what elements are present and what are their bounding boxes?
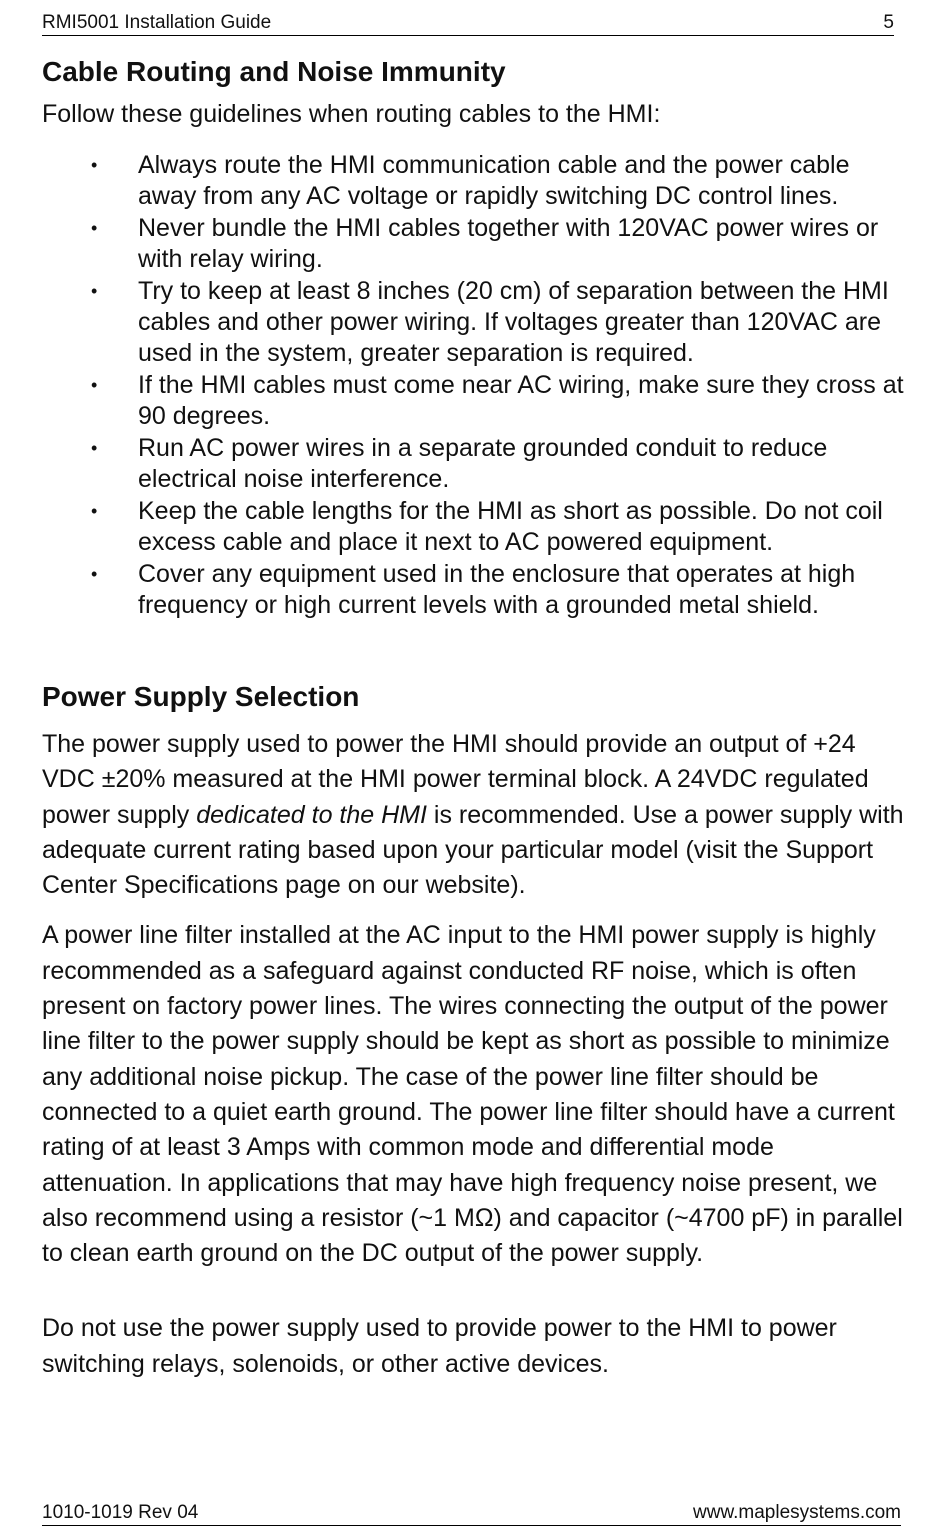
bullet-icon: • xyxy=(91,155,98,175)
bullet-icon: • xyxy=(91,218,98,238)
bullet-icon: • xyxy=(91,564,98,584)
cable-routing-section xyxy=(42,52,907,622)
bullet-icon: • xyxy=(91,281,98,301)
list-item-text: Always route the HMI communication cable and the power cable away from any AC voltage or rapidly switching DC control lines. xyxy=(138,151,850,210)
list-item-text: Run AC power wires in a separate grounded conduit to reduce electrical noise interference. xyxy=(138,434,828,493)
guideline-list xyxy=(42,150,907,621)
list-item xyxy=(42,276,907,369)
page-header xyxy=(42,10,894,36)
list-item-text: Keep the cable lengths for the HMI as short as possible. Do not coil excess cable and place it next to AC powered equipment. xyxy=(138,497,883,556)
document-title: RMI5001 Installation Guide xyxy=(42,12,272,33)
list-item xyxy=(42,433,907,495)
paragraph-power-warning: Do not use the power supply used to provide power to the HMI to power switching relays, solenoids, or other active devices. xyxy=(42,1314,837,1378)
paragraph-power-line-filter: A power line filter installed at the AC input to the HMI power supply is highly recommended as a safeguard against conducted RF noise, which is often present on factory power lines. The wires connecting the output of the power line filter to the power supply should be kept as short as possible to minimize any additional noise pickup. The case of the power line filter should be connected to a quiet earth ground. The power line filter should have a current rating of at least 3 Amps with common mode and differential mode attenuation. In applications that may have high frequency noise present, we also recommend using a resistor (~1 MΩ) and capacitor (~4700 pF) in parallel to clean earth ground on the DC output of the power supply. xyxy=(42,921,903,1268)
list-item xyxy=(42,150,907,212)
power-supply-section xyxy=(42,677,907,1382)
section-intro: Follow these guidelines when routing cables to the HMI: xyxy=(42,100,661,128)
page-footer xyxy=(42,1500,901,1526)
page-number: 5 xyxy=(883,12,894,33)
paragraph-power-output xyxy=(42,727,907,903)
list-item xyxy=(42,559,907,621)
list-item-text: If the HMI cables must come near AC wiring, make sure they cross at 90 degrees. xyxy=(138,371,904,430)
document-number: 1010-1019 Rev 04 xyxy=(42,1502,199,1523)
list-item xyxy=(42,496,907,558)
list-item-text: Try to keep at least 8 inches (20 cm) of separation between the HMI cables and other power wiring. If voltages greater than 120VAC are used in the system, greater separation is required. xyxy=(138,277,889,367)
list-item-text: Never bundle the HMI cables together with 120VAC power wires or with relay wiring. xyxy=(138,214,879,273)
section-heading-power-supply: Power Supply Selection xyxy=(42,681,360,712)
list-item xyxy=(42,213,907,275)
bullet-icon: • xyxy=(91,375,98,395)
bullet-icon: • xyxy=(91,501,98,521)
list-item xyxy=(42,370,907,432)
section-heading-cable-routing: Cable Routing and Noise Immunity xyxy=(42,56,506,87)
emphasis-text: dedicated to the HMI xyxy=(196,800,427,829)
paragraph-text: The power supply used to power the HMI should provide an output of +24 VDC ±20% measured at the HMI power terminal block. A 24VDC regulated power supply xyxy=(42,730,869,829)
paragraph-text: is recommended. Use a power supply with adequate current rating based upon your particular model (visit the Support Center Specifications page on our website). xyxy=(42,800,904,900)
website-link[interactable]: www.maplesystems.com xyxy=(693,1502,901,1523)
bullet-icon: • xyxy=(91,438,98,458)
list-item-text: Cover any equipment used in the enclosure that operates at high frequency or high current levels with a grounded metal shield. xyxy=(138,560,856,619)
